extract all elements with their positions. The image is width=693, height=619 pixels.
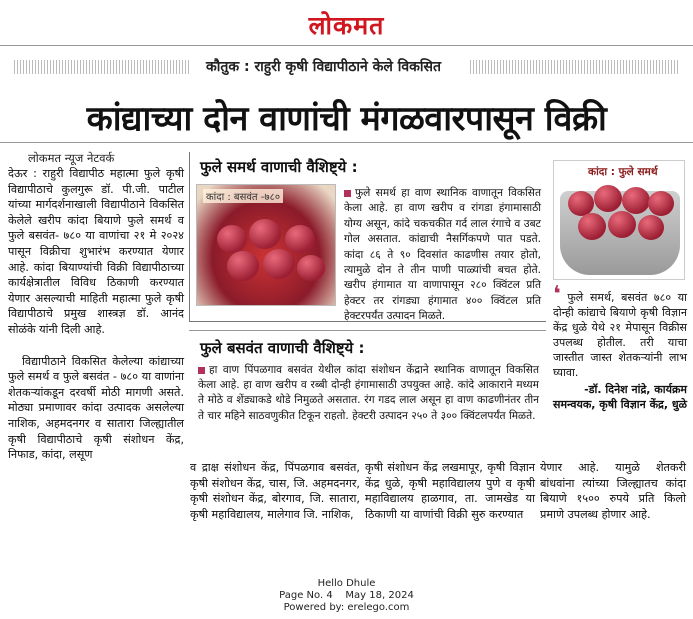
quote-icon: ❛ bbox=[553, 282, 561, 307]
quote-text: फुले समर्थ, बसवंत ७८० या दोन्ही कांद्याचे बियाणे कृषी विज्ञान केंद्र धुळे येथे २१ मेपासून विक्रीस उपलब्ध होतील. तरी याचा जास्तीत जास्त शेतकऱ्यांनी लाभ घ्यावा. bbox=[553, 291, 687, 379]
footer-powered-by: Powered by: erelego.com bbox=[283, 602, 410, 613]
samarth-text bbox=[344, 186, 541, 325]
box-heading: फुले समर्थ वाणाची वैशिष्ट्ये : bbox=[200, 158, 358, 176]
photo-caption: कांदा : बसवंत -७८० bbox=[203, 189, 283, 203]
masthead bbox=[0, 0, 693, 46]
footer-publication: Hello Dhule bbox=[317, 578, 376, 589]
bullet-icon bbox=[344, 190, 351, 197]
stripe-decoration bbox=[14, 60, 190, 74]
headline: कांद्याच्या दोन वाणांची मंगळवारपासून विक्री bbox=[86, 99, 607, 139]
divider bbox=[0, 142, 693, 143]
onion-photo-basvant bbox=[196, 184, 336, 306]
stripe-decoration bbox=[470, 60, 678, 74]
byline: लोकमत न्यूज नेटवर्क bbox=[28, 151, 115, 165]
onion-photo-samarth bbox=[553, 160, 685, 280]
paragraph: देऊर : राहुरी विद्यापीठ महात्मा फुले कृषी विद्यापीठाचे कुलगुरू डॉ. पी.जी. पाटील यांच्या मार्गदर्शनाखाली विद्यापीठाने विकसित केलेले खरीप कांदा बियाणे फुले समर्थ व फुले बसवंत- ७८० या वाणांचा २१ मे २०२४ पासून विक्रीचा शुभारंभ करण्यात येणार आहे. कांदा बियाण्यांची विक्री विद्यापीठाच्या कार्यक्षेत्रातील विविध ठिकाणी करण्यात येणार असल्याची माहिती महात्मा फुले कृषी विद्यापीठाचे प्रमुख शास्त्रज्ञ डॉ. आनंद सोळंके यांनी दिली आहे. bbox=[8, 167, 184, 336]
divider bbox=[189, 330, 546, 331]
basvant-description: हा वाण पिंपळगाव बसवंत येथील कांदा संशोधन केंद्राने स्थानिक वाणातून विकसित केला आहे. हा वाण खरीप व रब्बी दोन्ही हंगामासाठी उपयुक्त आहे. कांदे आकाराने मध्यम ते मोठे व शेंड्याकडे थोडे निमुळते असतात. रंग गडद लाल असून हा वाण काढणीनंतर तीन ते चार महिने साठवणुकीत टिकून राहतो. हेक्टरी उत्पादन २५० ते ३०० क्विंटलपर्यंत मिळते. bbox=[198, 364, 539, 422]
column-4 bbox=[540, 460, 686, 522]
column-1 bbox=[8, 166, 184, 463]
expert-quote bbox=[553, 282, 687, 412]
paragraph: कृषी संशोधन केंद्र लखमापूर, कृषी विज्ञान केंद्र धुळे, कृषी महाविद्यालय पुणे व कृषी महाविद्यालय हाळगाव, ता. जामखेड या ठिकाणी या वाणांची विक्री सुरु करण्यात bbox=[365, 461, 535, 521]
box-heading: फुले बसवंत वाणाची वैशिष्ट्ये : bbox=[200, 339, 365, 357]
bullet-icon bbox=[198, 367, 205, 374]
paragraph: येणार आहे. यामुळे शेतकरी बांधवांना त्यांच्या जिल्ह्यातच कांदा बियाणे १५०० रुपये प्रति किलो प्रमाणे उपलब्ध होणार आहे. bbox=[540, 461, 686, 521]
paragraph: व द्राक्ष संशोधन केंद्र, पिंपळगाव बसवंत, कृषी संशोधन केंद्र, चास, जि. अहमदनगर, कृषी संशोधन केंद्र, बोरगाव, जि. सातारा, कृषी महाविद्यालय, मालेगाव जि. नाशिक, bbox=[190, 461, 360, 521]
column-3 bbox=[365, 460, 535, 522]
paragraph: विद्यापीठाने विकसित केलेल्या कांद्याच्या फुले समर्थ व फुले बसवंत - ७८० या वाणांना शेतकऱ्यांकडून दरवर्षी मोठी मागणी असते. मोठ्या प्रमाणावर कांदा उत्पादक असलेल्या नाशिक, अहमदनगर व सातारा जिल्ह्यातील कृषी विद्यापीठाचे कृषी संशोधन केंद्र, निफाड, कांदा, लसूण bbox=[8, 354, 184, 462]
divider bbox=[0, 45, 693, 46]
footer-page-date: Page No. 4 May 18, 2024 bbox=[279, 590, 414, 601]
samarth-description: फुले समर्थ हा वाण स्थानिक वाणातून विकसित केला आहे. हा वाण खरीप व रांगडा हंगामासाठी योग्य असून, कांदे चकचकीत गर्द लाल रंगाचे व उबट गोल असतात. कांद्याची नैसर्गिकपणे पात पडते. कांदा ८६ ते ९० दिवसांत काढणीस तयार होतो, त्यामुळे दोन ते तीन पाणी पाळ्यांची बचत होते. खरीप हंगामात या वाणापासून २८० क्विंटल प्रति हेक्टर तर रांगड्या हंगामात ४०० क्विंटल प्रति हेक्टरपर्यंत उत्पादन मिळते. bbox=[344, 187, 541, 323]
newspaper-logo: लोकमत bbox=[308, 11, 385, 40]
kicker-text: कौतुक : राहुरी कृषी विद्यापीठाने केले विकसित bbox=[206, 59, 442, 75]
basvant-text bbox=[198, 363, 539, 424]
kicker-bar bbox=[0, 54, 693, 80]
column-2 bbox=[190, 460, 360, 522]
quote-author: -डॉ. दिनेश नांद्रे, कार्यक्रम समन्वयक, कृषी विज्ञान केंद्र, धुळे bbox=[553, 383, 687, 411]
photo-caption: कांदा : फुले समर्थ bbox=[588, 166, 658, 178]
page-footer bbox=[0, 578, 693, 614]
